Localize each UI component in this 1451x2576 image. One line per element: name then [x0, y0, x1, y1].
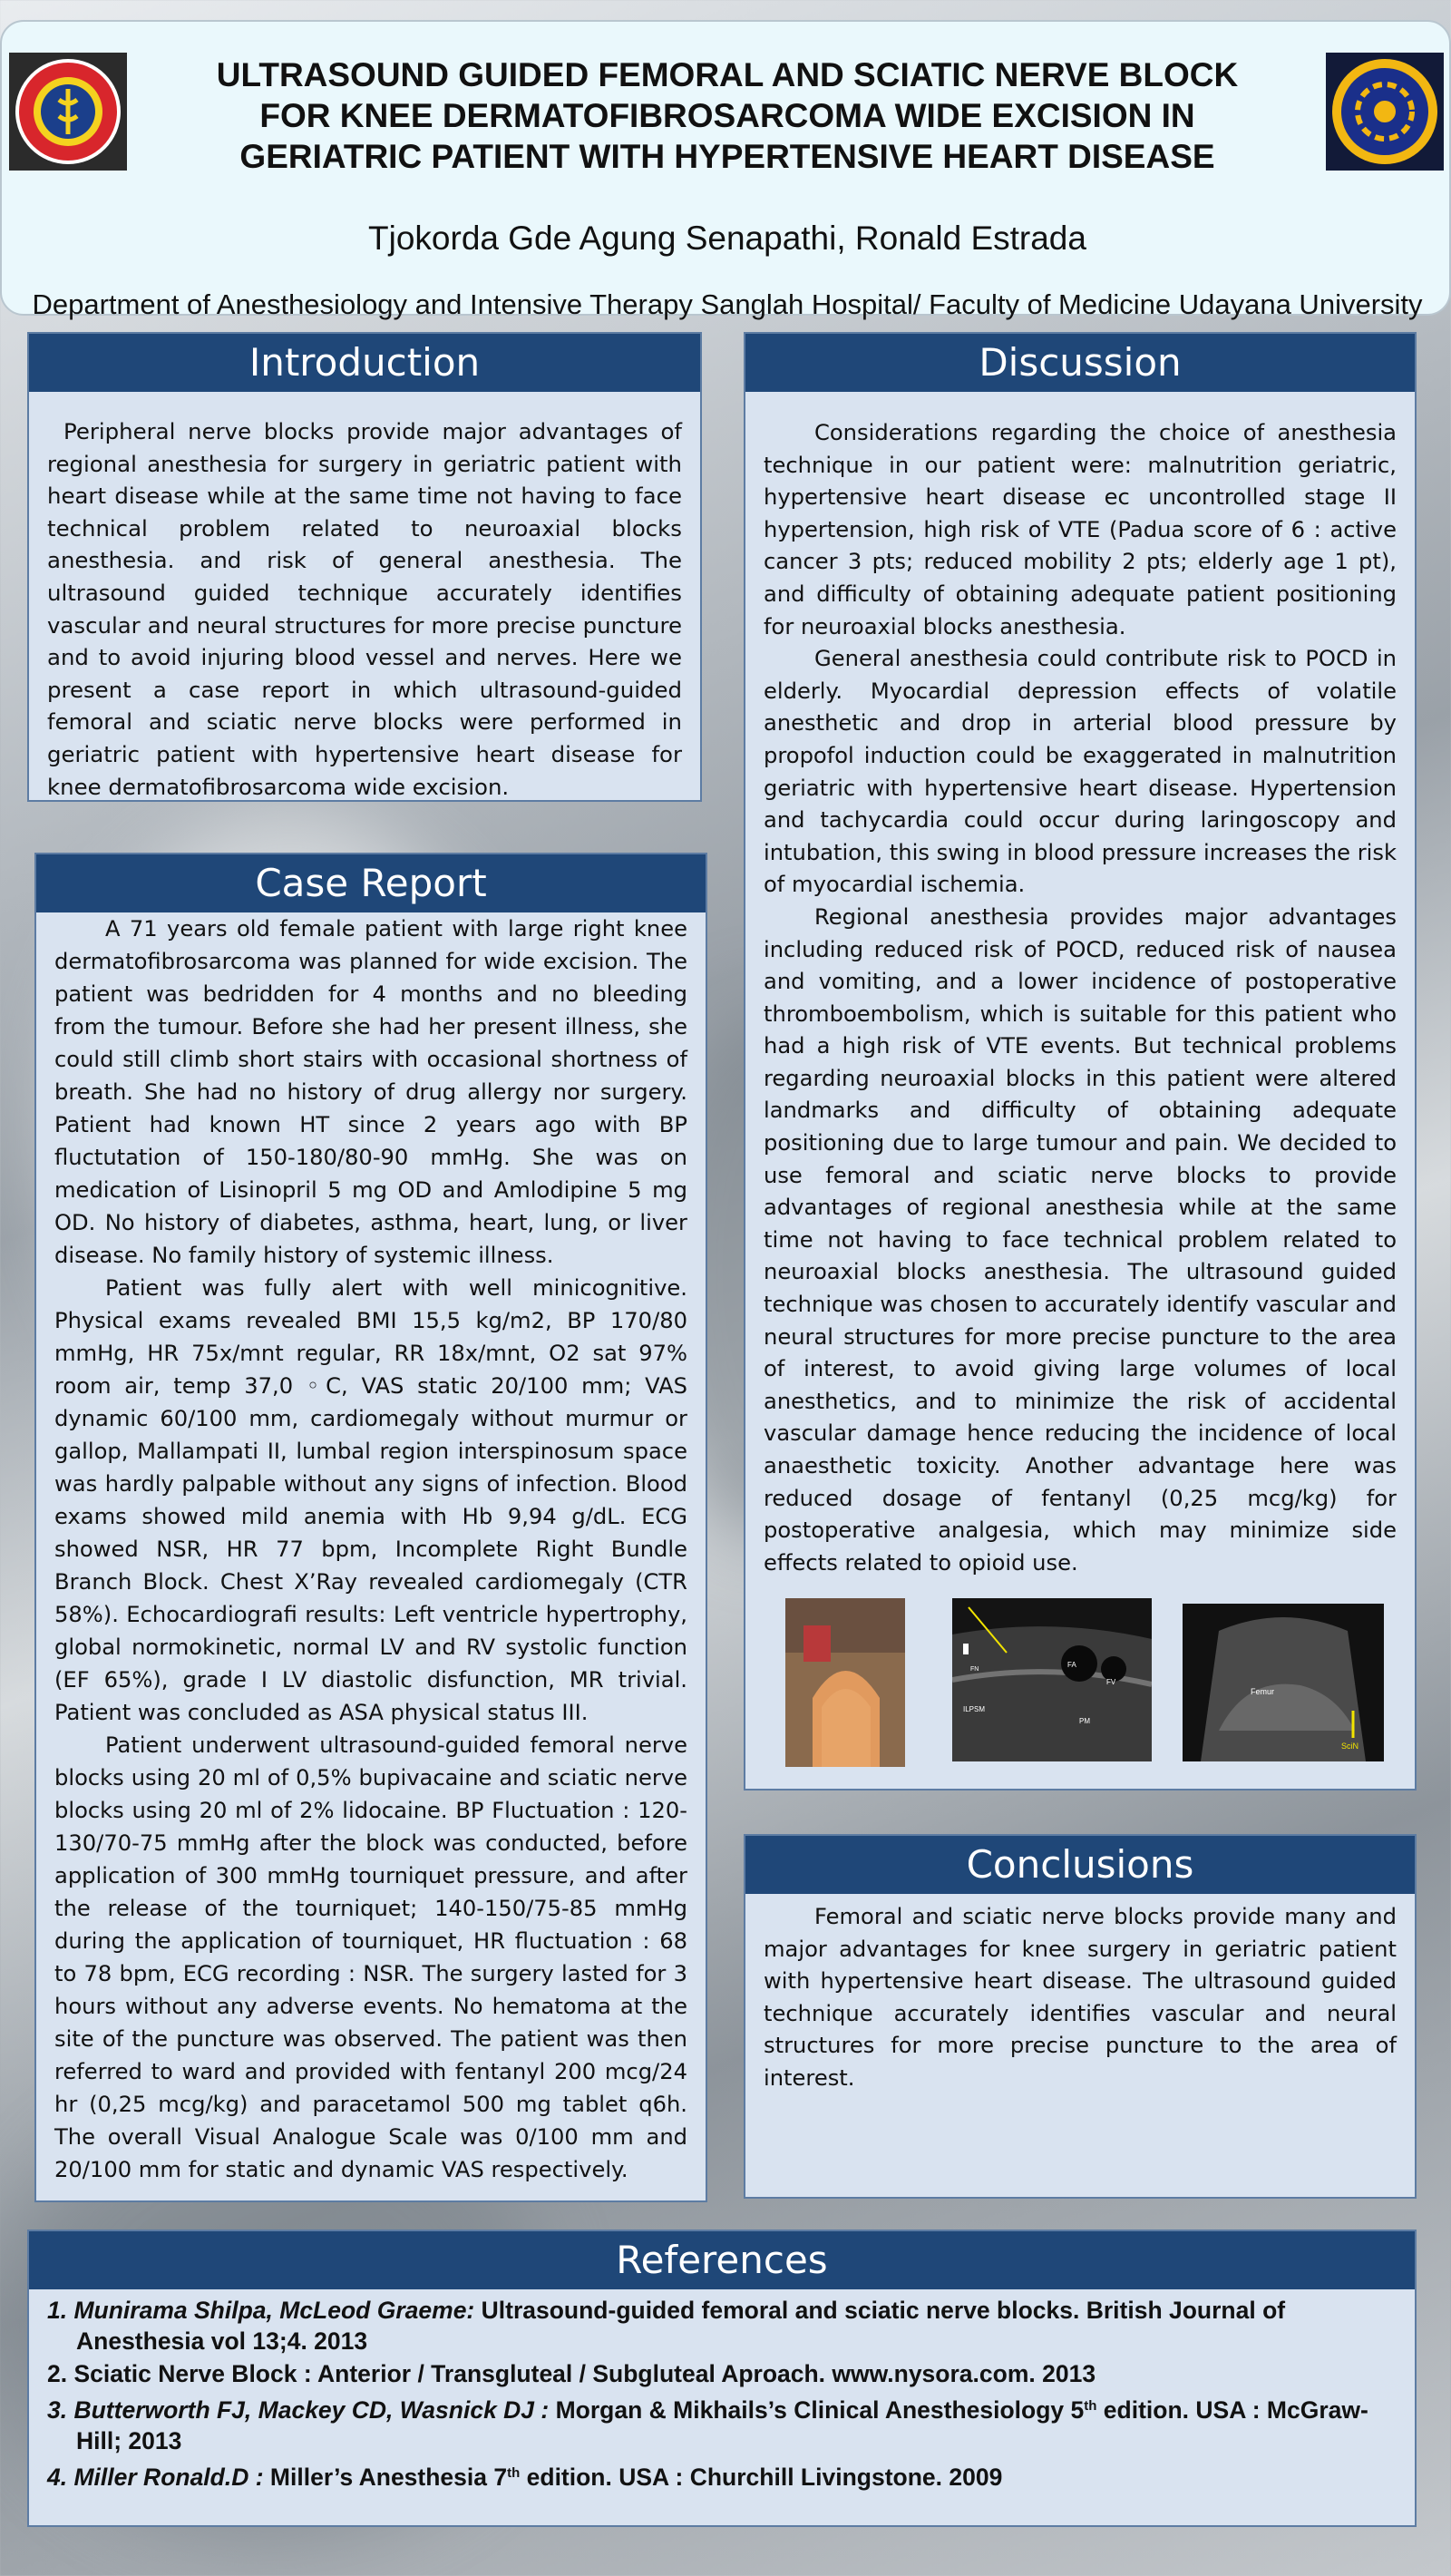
ultrasound-label-fa: FA	[1067, 1661, 1076, 1669]
reference-number: 1.	[47, 2297, 68, 2324]
reference-item	[47, 2295, 1397, 2356]
ultrasound-label-fn: FN	[970, 1666, 979, 1673]
patient-knee-photo	[785, 1598, 905, 1767]
case-report-paragraph: Patient underwent ultrasound-guided femoral nerve blocks using 20 ml of 0,5% bupivacaine and sciatic nerve blocks using 20 ml of 2% lidocaine. BP Fluctuation : 120-130/70-75 mmHg after the block was conducted, before application of 300 mmHg tourniquet pressure, and after the release of the tourniquet; 140-150/75-85 mmHg during the application of tourniquet, HR fluctuation : 68 to 78 bpm, ECG recording : NSR. The surgery lasted for 3 hours without any adverse events. No hematoma at the site of the puncture was observed. The patient was then referred to ward and provided with fentanyl 200 mcg/24 hr (0,25 mcg/kg) and paracetamol 500 mg tablet q6h. The overall Visual Analogue Scale was 0/100 mm and 20/100 mm for static and dynamic VAS respectively.	[54, 1732, 687, 2182]
ultrasound-femoral-image	[952, 1598, 1152, 1761]
reference-text: Miller’s Anesthesia 7	[263, 2464, 508, 2491]
reference-number: 2.	[47, 2360, 68, 2387]
introduction-body	[29, 392, 700, 803]
reference-text: Ultrasound-guided femoral and sciatic nerve blocks. British Journal of Anesthesia vol 13;4. 2013	[76, 2297, 1286, 2355]
title-line: ULTRASOUND GUIDED FEMORAL AND SCIATIC NERVE BLOCK	[216, 56, 1239, 93]
references-panel	[27, 2230, 1417, 2527]
conclusions-paragraph: Femoral and sciatic nerve blocks provide many and major advantages for knee surgery in geriatric patient with hypertensive heart disease. The ultrasound guided technique accurately identifies vascular and neural structures for more precise puncture to the area of interest.	[764, 1904, 1397, 2091]
title-line: FOR KNEE DERMATOFIBROSARCOMA WIDE EXCISION IN	[259, 97, 1195, 134]
ultrasound-label-ilpsm: ILPSM	[963, 1705, 986, 1713]
discussion-paragraph: General anesthesia could contribute risk to POCD in elderly. Myocardial depression effects of volatile anesthetic and drop in arterial blood pressure by propofol induction could be exaggerated in malnutrition geriatric with hypertensive heart disease. Hypertension and tachycardia could occur during laringoscopy and intubation, this swing in blood pressure increases the risk of myocardial ischemia.	[764, 646, 1397, 898]
ultrasound-label-fv: FV	[1106, 1678, 1116, 1686]
poster-authors: Tjokorda Gde Agung Senapathi, Ronald Estrada	[368, 220, 1086, 257]
reference-author: Butterworth FJ, Mackey CD, Wasnick DJ :	[73, 2396, 550, 2424]
reference-author: Munirama Shilpa, McLeod Graeme:	[73, 2297, 475, 2324]
reference-item	[47, 2391, 1397, 2456]
ultrasound-label-pm: PM	[1079, 1717, 1090, 1725]
discussion-body	[745, 392, 1415, 1579]
reference-text: Morgan & Mikhails’s Clinical Anesthesiology 5	[549, 2396, 1085, 2424]
discussion-panel	[744, 332, 1417, 1791]
references-list	[29, 2289, 1415, 2493]
reference-item	[47, 2458, 1397, 2493]
discussion-paragraph: Considerations regarding the choice of anesthesia technique in our patient were: malnutrition geriatric, hypertensive heart disease ec uncontrolled stage II hypertension, high risk of VTE (Padua score of 6 : active cancer 3 pts; reduced mobility 2 pts; elderly age 1 pt), and difficulty of obtaining adequate patient positioning for neuroaxial blocks anesthesia.	[764, 420, 1397, 639]
case-report-paragraph: Patient was fully alert with well minicognitive. Physical exams revealed BMI 15,5 kg/m2, BP 170/80 mmHg, HR 75x/mnt regular, RR 18x/mnt, O2 sat 97% room air, temp 37,0 ◦C, VAS static 20/100 mm; VAS dynamic 60/100 mm, cardiomegaly without murmur or gallop, Mallampati II, lumbal region interspinosum space was hardly palpable without any signs of infection. Blood exams showed mild anemia with Hb 9,94 g/dL. ECG showed NSR, HR 77 bpm, Incomplete Right Bundle Branch Block. Chest X’Ray revealed cardiomegaly (CTR 58%). Echocardiografi results: Left ventricle hypertrophy, global normokinetic, normal LV and RV systolic function (EF 65%), grade I LV diastolic disfunction, MR trivial. Patient was concluded as ASA physical status III.	[54, 1275, 687, 1725]
conclusions-body	[745, 1894, 1415, 2095]
introduction-paragraph: Peripheral nerve blocks provide major advantages of regional anesthesia for surgery in geriatric patient with heart disease while at the same time not having to face technical problem related to neuroaxial blocks anesthesia. and risk of general anesthesia. The ultrasound guided technique accurately identifies vascular and neural structures for more precise puncture and to avoid injuring blood vessel and nerves. Here we present a case report in which ultrasound-guided femoral and sciatic nerve blocks were performed in geriatric patient with hypertensive heart disease for knee dermatofibrosarcoma wide excision.	[47, 418, 682, 800]
introduction-panel	[27, 332, 702, 802]
discussion-title: Discussion	[745, 334, 1415, 392]
reference-text-tail: edition. USA : Churchill Livingstone. 2009	[520, 2464, 1003, 2491]
case-report-body	[36, 912, 706, 2186]
poster-header	[0, 20, 1451, 320]
case-report-title: Case Report	[36, 854, 706, 912]
reference-text-tail: edition. USA : McGraw-Hill; 2013	[76, 2396, 1368, 2454]
references-title: References	[29, 2231, 1415, 2289]
discussion-paragraph: Regional anesthesia provides major advantages including reduced risk of POCD, reduced risk of nausea and vomiting, and a lower incidence of postoperative thromboembolism, which is suitable for this patient who had a high risk of VTE events. But technical problems regarding neuroaxial blocks in this patient were altered landmarks and difficulty of obtaining adequate positioning due to large tumour and pain. We decided to use femoral and sciatic nerve blocks to provide advantages of regional anesthesia while at the same time not having to face technical problem related to neuroaxial blocks anesthesia. The ultrasound guided technique was chosen to accurately identify vascular and neural structures for more precise puncture to the area of interest, to avoid giving large volumes of local anesthetics, and to minimize the risk of accidental vascular damage hence reducing the incidence of local anaesthetic toxicity. Another advantage here was reduced dosage of fentanyl (0,25 mcg/kg) for postoperative analgesia, which may minimize side effects related to opioid use.	[764, 903, 1397, 1576]
university-logo-left	[9, 53, 127, 171]
conclusions-panel	[744, 1834, 1417, 2199]
reference-author: Miller Ronald.D :	[73, 2464, 264, 2491]
title-line: GERIATRIC PATIENT WITH HYPERTENSIVE HEART DISEASE	[239, 138, 1215, 175]
ultrasound-sciatic-image	[1183, 1604, 1384, 1761]
reference-text: Sciatic Nerve Block : Anterior / Transgluteal / Subgluteal Aproach. www.nysora.com. 2013	[67, 2360, 1096, 2387]
poster-title	[138, 54, 1317, 177]
conclusions-title: Conclusions	[745, 1836, 1415, 1894]
ultrasound-label-femur: Femur	[1251, 1687, 1275, 1696]
reference-number: 4.	[47, 2464, 68, 2491]
reference-superscript: th	[507, 2465, 521, 2481]
reference-item	[47, 2358, 1397, 2389]
introduction-title: Introduction	[29, 334, 700, 392]
case-report-paragraph: A 71 years old female patient with large right knee dermatofibrosarcoma was planned for wide excision. The patient was bedridden for 4 months and no bleeding from the tumour. Before she had her present illness, she could still climb short stairs with occasional shortness of breath. She had no history of drug allergy nor surgery. Patient had known HT since 2 years ago with BP fluctutation of 150-180/80-90 mmHg. She was on medication of Lisinopril 5 mg OD and Amlodipine 5 mg OD. No history of diabetes, asthma, heart, lung, or liver disease. No family history of systemic illness.	[54, 916, 687, 1268]
reference-superscript: th	[1084, 2398, 1097, 2414]
reference-number: 3.	[47, 2396, 68, 2424]
poster-affiliation: Department of Anesthesiology and Intensive Therapy Sanglah Hospital/ Faculty of Medicine Udayana University	[32, 288, 1423, 320]
university-logo-right	[1326, 53, 1444, 171]
case-report-panel	[34, 853, 707, 2202]
ultrasound-label-scin: SciN	[1341, 1742, 1359, 1751]
